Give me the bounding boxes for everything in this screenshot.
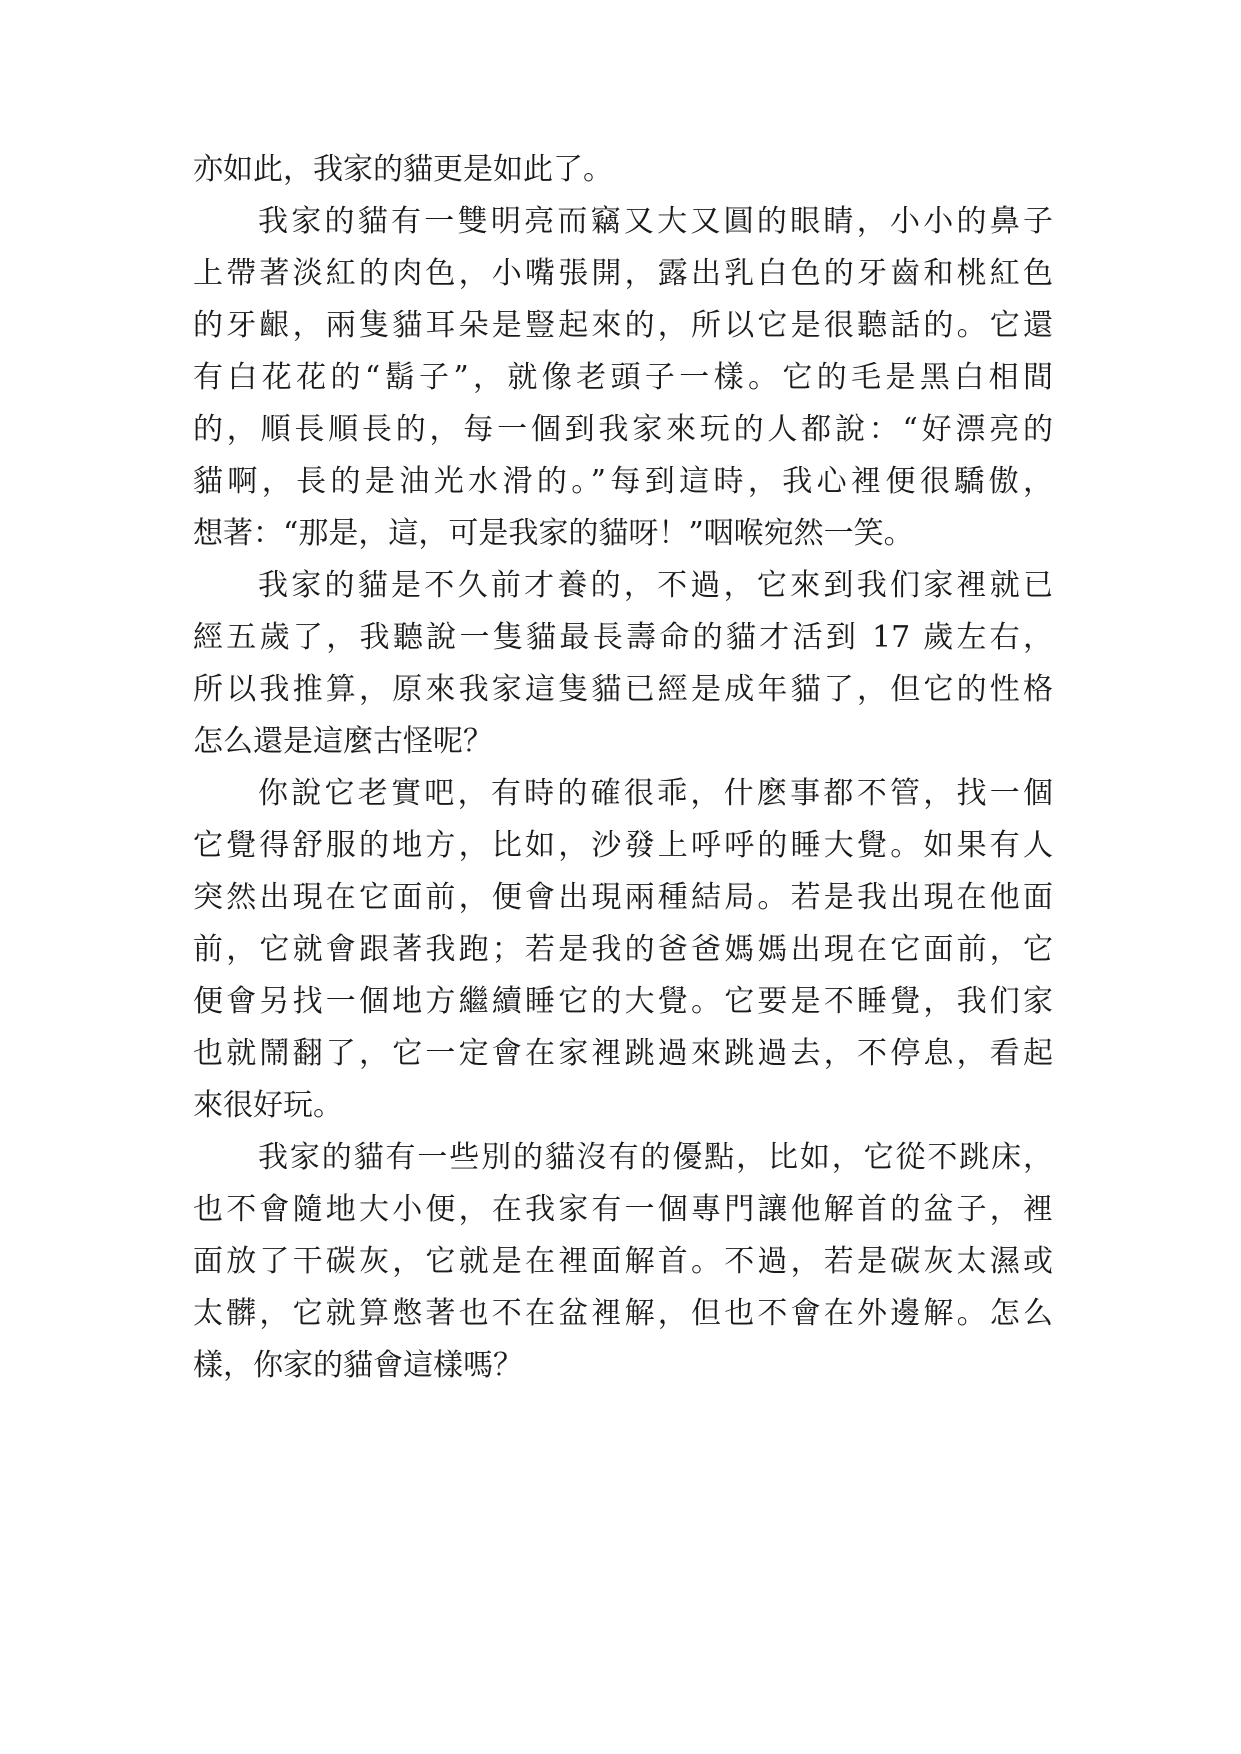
paragraph-line: 也不會隨地大小便，在我家有一個專門讓他解首的盆子，裡: [193, 1192, 1053, 1227]
paragraph-line: 突然出現在它面前，便會出現兩種結局。若是我出現在他面: [193, 880, 1053, 915]
paragraph-line: 的牙齦，兩隻貓耳朵是豎起來的，所以它是很聽話的。它還: [193, 308, 1053, 343]
paragraph-line: 太髒，它就算憋著也不在盆裡解，但也不會在外邊解。怎么: [193, 1296, 1053, 1331]
paragraph-line: 亦如此，我家的貓更是如此了。: [193, 152, 613, 187]
paragraph-line: 也就鬧翻了，它一定會在家裡跳過來跳過去，不停息，看起: [193, 1036, 1053, 1071]
paragraph-line: 的，順長順長的，每一個到我家來玩的人都說：“好漂亮的: [193, 412, 1053, 447]
paragraph-line: 前，它就會跟著我跑；若是我的爸爸媽媽出現在它面前，它: [193, 932, 1053, 967]
paragraph-line: 怎么還是這麼古怪呢？: [193, 724, 493, 759]
paragraph-line: 面放了干碳灰，它就是在裡面解首。不過，若是碳灰太濕或: [193, 1244, 1053, 1279]
paragraph-line: 它覺得舒服的地方，比如，沙發上呼呼的睡大覺。如果有人: [193, 828, 1053, 863]
paragraph-line: 貓啊，長的是油光水滑的。”每到這時，我心裡便很驕傲，: [193, 464, 1053, 499]
paragraph-line: 所以我推算，原來我家這隻貓已經是成年貓了，但它的性格: [193, 672, 1053, 707]
paragraph-line: 便會另找一個地方繼續睡它的大覺。它要是不睡覺，我们家: [193, 984, 1053, 1019]
paragraph-line: 上帶著淡紅的肉色，小嘴張開，露出乳白色的牙齒和桃紅色: [193, 256, 1053, 291]
paragraph-line: 樣，你家的貓會這樣嗎？: [193, 1348, 523, 1383]
paragraph-line: 經五歲了，我聽說一隻貓最長壽命的貓才活到 17 歲左右，: [193, 620, 1053, 655]
paragraph-line: 來很好玩。: [193, 1088, 343, 1123]
paragraph-line: 我家的貓有一些別的貓沒有的優點，比如，它從不跳床，: [258, 1140, 1053, 1175]
paragraph-line: 我家的貓是不久前才養的，不過，它來到我们家裡就已: [258, 568, 1053, 603]
paragraph-line: 有白花花的“鬍子”，就像老頭子一樣。它的毛是黑白相間: [193, 360, 1053, 395]
paragraph-line: 我家的貓有一雙明亮而竊又大又圓的眼睛，小小的鼻子: [258, 204, 1053, 239]
paragraph-line: 想著：“那是，這，可是我家的貓呀！”咽喉宛然一笑。: [193, 516, 914, 551]
paragraph-line: 你說它老實吧，有時的確很乖，什麽事都不管，找一個: [258, 776, 1053, 811]
